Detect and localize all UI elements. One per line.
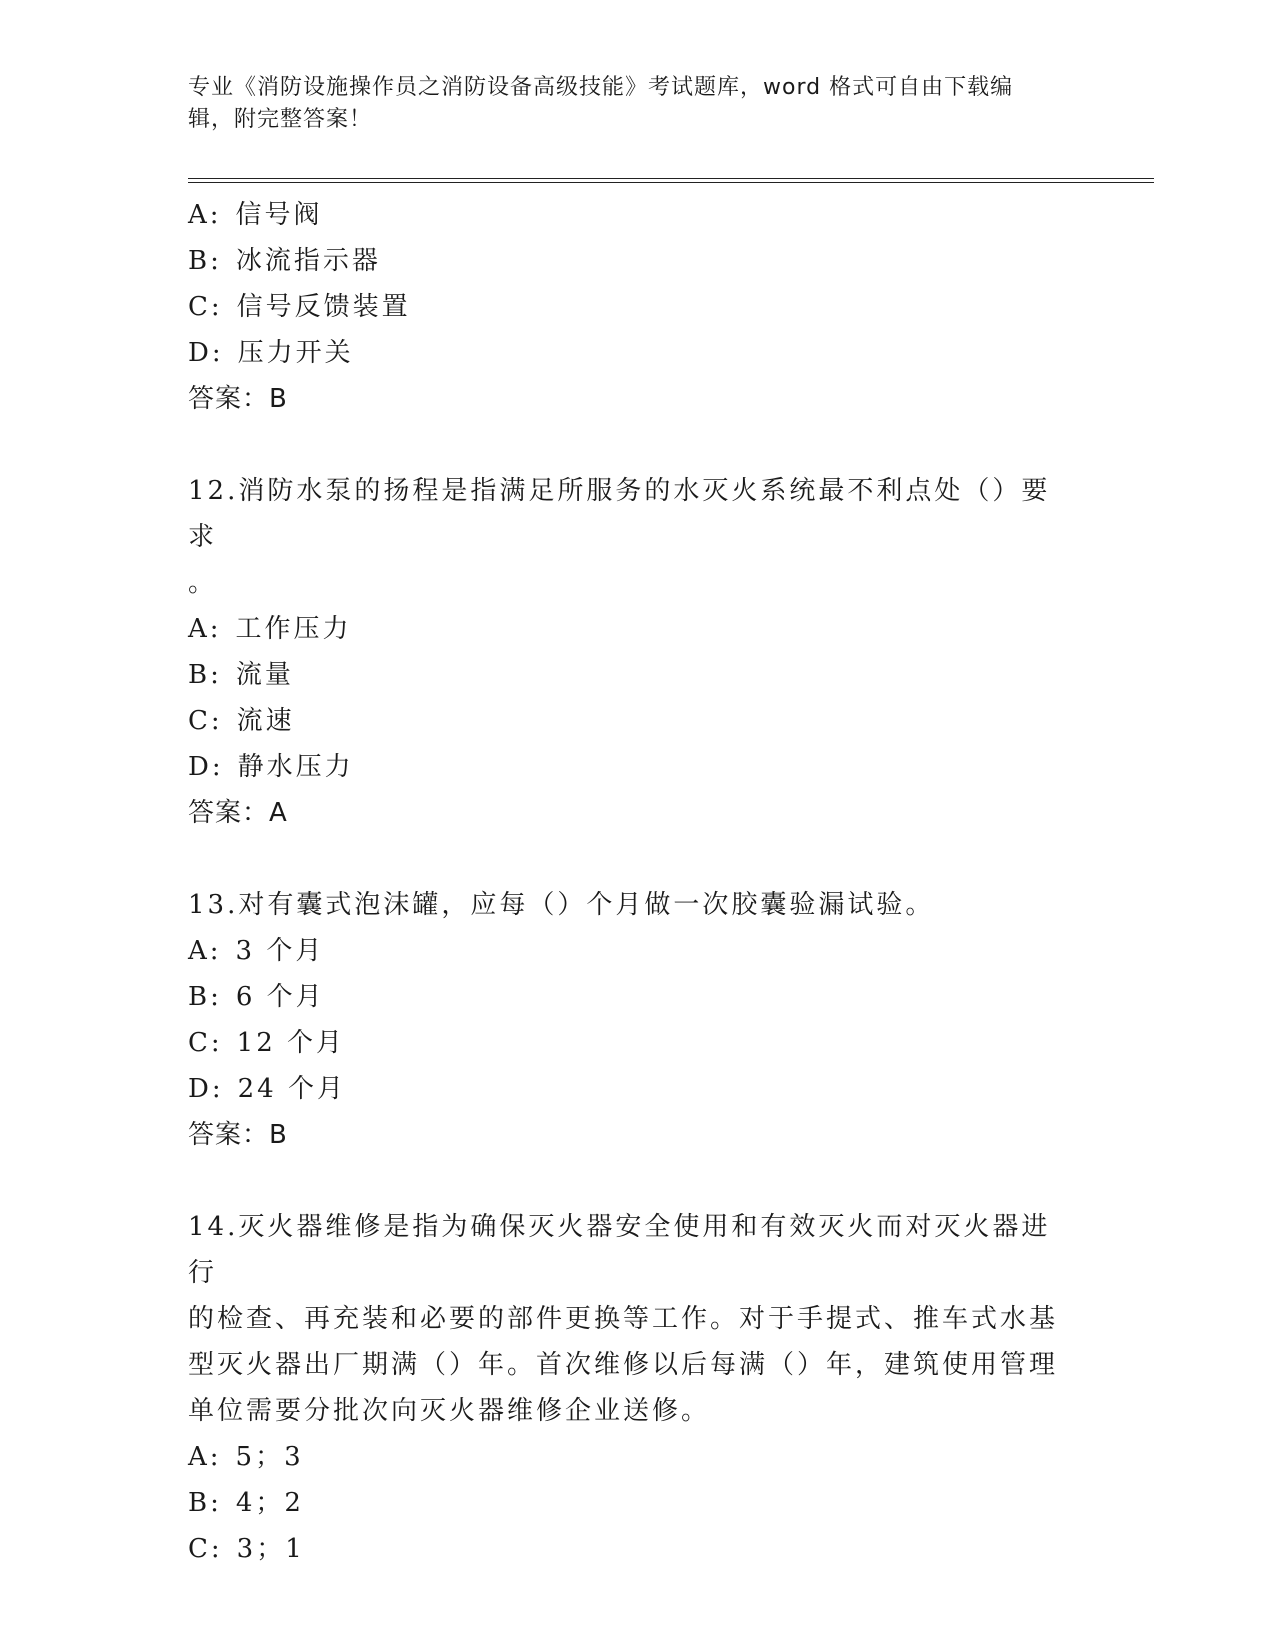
option-text: 流速 xyxy=(236,706,295,736)
spacer xyxy=(188,1158,1088,1204)
option-key: C: xyxy=(188,706,223,736)
option-key: B: xyxy=(188,1488,222,1518)
option-text: 信号阀 xyxy=(235,200,323,230)
option-a xyxy=(188,1434,1088,1480)
option-key: A: xyxy=(188,936,222,966)
option-key: B: xyxy=(188,982,222,1012)
option-text: 流量 xyxy=(235,660,294,690)
option-text: 5；3 xyxy=(235,1442,304,1472)
option-b xyxy=(188,238,1088,284)
document-header xyxy=(188,72,1068,136)
option-key: C: xyxy=(188,292,223,322)
option-c xyxy=(188,1020,1088,1066)
question-stem-line: 单位需要分批次向灭火器维修企业送修。 xyxy=(188,1396,711,1426)
option-key: A: xyxy=(188,1442,222,1472)
option-text: 4；2 xyxy=(235,1488,304,1518)
option-text: 冰流指示器 xyxy=(235,246,381,276)
spacer xyxy=(188,422,1088,468)
question-stem-line: 12.消防水泵的扬程是指满足所服务的水灭火系统最不利点处（）要求 xyxy=(188,476,1051,552)
answer: 答案：B xyxy=(188,1120,288,1150)
option-d xyxy=(188,1066,1088,1112)
header-line-1: 专业《消防设施操作员之消防设备高级技能》考试题库，word 格式可自由下载编 xyxy=(188,75,1014,100)
option-text: 静水压力 xyxy=(237,752,354,782)
option-key: C: xyxy=(188,1534,223,1564)
option-text: 12 个月 xyxy=(236,1028,346,1058)
option-a xyxy=(188,928,1088,974)
spacer xyxy=(188,836,1088,882)
option-key: C: xyxy=(188,1028,223,1058)
question-stem-line: 型灭火器出厂期满（）年。首次维修以后每满（）年，建筑使用管理 xyxy=(188,1350,1059,1380)
option-text: 24 个月 xyxy=(237,1074,346,1104)
question-stem-line: 。 xyxy=(188,568,218,598)
answer: 答案：B xyxy=(188,384,288,414)
option-key: A: xyxy=(188,200,222,230)
option-b xyxy=(188,974,1088,1020)
option-key: D: xyxy=(188,752,224,782)
question-12 xyxy=(188,468,1088,836)
option-text: 信号反馈装置 xyxy=(236,292,411,322)
option-key: D: xyxy=(188,338,224,368)
option-a xyxy=(188,192,1088,238)
option-text: 3 个月 xyxy=(235,936,325,966)
option-key: B: xyxy=(188,246,222,276)
option-c xyxy=(188,698,1088,744)
option-d xyxy=(188,330,1088,376)
question-stem-line: 的检查、再充装和必要的部件更换等工作。对于手提式、推车式水基 xyxy=(188,1304,1059,1334)
question-stem-line: 14.灭火器维修是指为确保灭火器安全使用和有效灭火而对灭火器进行 xyxy=(188,1212,1051,1288)
answer: 答案：A xyxy=(188,798,288,828)
option-key: B: xyxy=(188,660,222,690)
option-key: D: xyxy=(188,1074,224,1104)
header-rule-bottom xyxy=(188,182,1154,183)
option-text: 6 个月 xyxy=(235,982,325,1012)
header-rule-top xyxy=(188,178,1154,179)
option-b xyxy=(188,1480,1088,1526)
header-line-2: 辑，附完整答案！ xyxy=(188,107,373,132)
option-key: A: xyxy=(188,614,222,644)
option-text: 3；1 xyxy=(236,1534,305,1564)
option-c xyxy=(188,1526,1088,1572)
option-a xyxy=(188,606,1088,652)
question-14 xyxy=(188,1204,1088,1572)
question-list xyxy=(188,192,1088,1572)
question-13 xyxy=(188,882,1088,1158)
option-text: 工作压力 xyxy=(235,614,352,644)
option-text: 压力开关 xyxy=(237,338,354,368)
option-b xyxy=(188,652,1088,698)
question-11 xyxy=(188,192,1088,422)
option-d xyxy=(188,744,1088,790)
option-c xyxy=(188,284,1088,330)
question-stem-line: 13.对有囊式泡沫罐，应每（）个月做一次胶囊验漏试验。 xyxy=(188,890,935,920)
